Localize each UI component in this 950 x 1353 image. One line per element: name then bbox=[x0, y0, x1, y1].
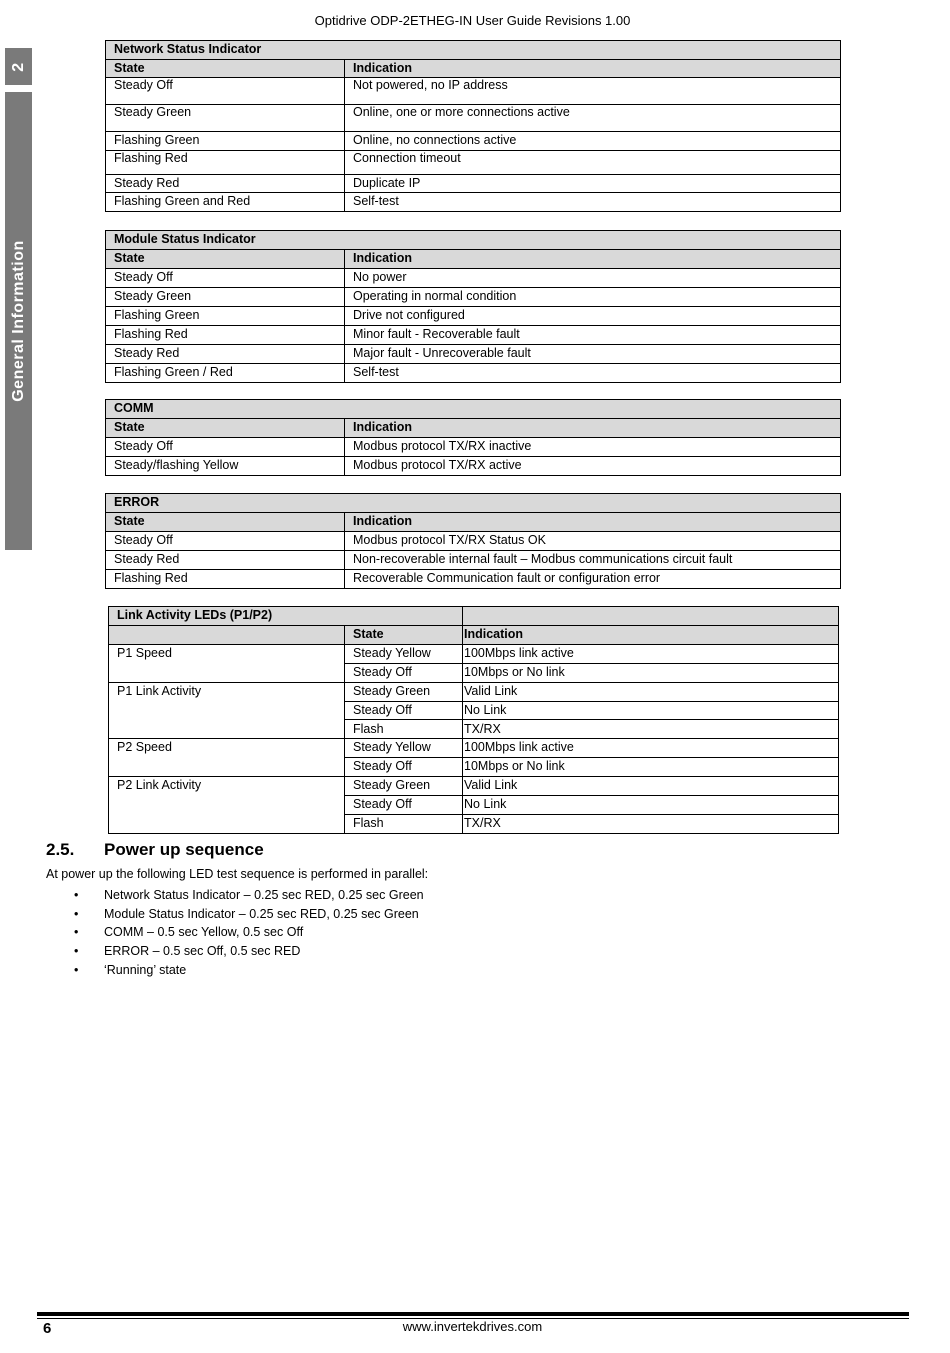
indication-cell: 100Mbps link active bbox=[463, 739, 839, 758]
section-intro: At power up the following LED test sequence is performed in parallel: bbox=[46, 867, 429, 881]
indication-cell: Non-recoverable internal fault – Modbus communications circuit fault bbox=[345, 551, 841, 570]
indication-cell: Modbus protocol TX/RX Status OK bbox=[345, 532, 841, 551]
table-caption: Link Activity LEDs (P1/P2) bbox=[109, 607, 463, 626]
table-row bbox=[106, 457, 841, 476]
state-cell: Steady Red bbox=[106, 345, 345, 364]
indication-cell: 10Mbps or No link bbox=[463, 663, 839, 682]
state-cell: Flashing Red bbox=[106, 326, 345, 345]
table-row bbox=[106, 151, 841, 175]
list-item-text: Module Status Indicator – 0.25 sec RED, 0.25 sec Green bbox=[104, 906, 419, 921]
group-cell: P1 Link Activity bbox=[109, 682, 345, 739]
table-row bbox=[106, 551, 841, 570]
column-header-state: State bbox=[106, 60, 345, 78]
table-row bbox=[109, 682, 839, 701]
state-cell: Steady Green bbox=[345, 682, 463, 701]
bullet-list bbox=[74, 886, 424, 979]
indication-cell: No Link bbox=[463, 796, 839, 815]
chapter-title: General Information bbox=[9, 240, 27, 402]
indication-cell: Minor fault - Recoverable fault bbox=[345, 326, 841, 345]
link-activity-table bbox=[108, 606, 839, 834]
list-item-text: Network Status Indicator – 0.25 sec RED, 0.25 sec Green bbox=[104, 888, 424, 902]
list-item bbox=[74, 942, 424, 961]
indication-cell: TX/RX bbox=[463, 720, 839, 739]
table-caption: ERROR bbox=[106, 494, 841, 513]
indication-cell: 10Mbps or No link bbox=[463, 758, 839, 777]
indication-cell: Operating in normal condition bbox=[345, 288, 841, 307]
state-cell: Steady Green bbox=[345, 777, 463, 796]
document-header-title: Optidrive ODP-2ETHEG-IN User Guide Revisions 1.00 bbox=[314, 13, 631, 28]
column-header-indication: Indication bbox=[345, 60, 841, 78]
column-header-indication: Indication bbox=[345, 419, 841, 438]
state-cell: Steady Red bbox=[106, 175, 345, 193]
module-status-table bbox=[105, 230, 841, 383]
table-row bbox=[106, 570, 841, 589]
indication-cell: Online, one or more connections active bbox=[345, 105, 841, 132]
list-item bbox=[74, 905, 424, 924]
caption-empty-cell bbox=[463, 607, 839, 626]
list-item bbox=[74, 961, 424, 980]
column-header-indication: Indication bbox=[345, 513, 841, 532]
table-caption: COMM bbox=[106, 400, 841, 419]
bullet-icon: • bbox=[74, 944, 79, 959]
state-cell: Flashing Green bbox=[106, 132, 345, 151]
state-cell: Steady/flashing Yellow bbox=[106, 457, 345, 476]
section-number: 2.5. bbox=[46, 840, 75, 859]
indication-cell: Not powered, no IP address bbox=[345, 78, 841, 105]
table-row bbox=[106, 132, 841, 151]
state-cell: Steady Green bbox=[106, 288, 345, 307]
table-row bbox=[106, 78, 841, 105]
state-cell: Flash bbox=[345, 720, 463, 739]
state-cell: Steady Red bbox=[106, 551, 345, 570]
state-cell: Steady Yellow bbox=[345, 644, 463, 663]
table-row bbox=[106, 175, 841, 193]
table-row bbox=[106, 364, 841, 383]
state-cell: Flash bbox=[345, 814, 463, 833]
indication-cell: Valid Link bbox=[463, 777, 839, 796]
state-cell: Steady Off bbox=[106, 532, 345, 551]
indication-cell: TX/RX bbox=[463, 814, 839, 833]
indication-cell: No Link bbox=[463, 701, 839, 720]
indication-cell: Online, no connections active bbox=[345, 132, 841, 151]
state-cell: Steady Off bbox=[106, 269, 345, 288]
indication-cell: Drive not configured bbox=[345, 307, 841, 326]
state-cell: Steady Off bbox=[345, 701, 463, 720]
column-header-state: State bbox=[106, 250, 345, 269]
bullet-icon: • bbox=[74, 962, 79, 977]
table-row bbox=[106, 269, 841, 288]
state-cell: Steady Off bbox=[106, 78, 345, 105]
state-cell: Flashing Green bbox=[106, 307, 345, 326]
table-row bbox=[109, 777, 839, 796]
indication-cell: Duplicate IP bbox=[345, 175, 841, 193]
group-cell: P1 Speed bbox=[109, 644, 345, 682]
table-row bbox=[106, 326, 841, 345]
indication-cell: Self-test bbox=[345, 364, 841, 383]
error-status-table bbox=[105, 493, 841, 589]
column-header-state: State bbox=[106, 513, 345, 532]
bullet-icon: • bbox=[74, 906, 79, 921]
state-cell: Steady Off bbox=[345, 796, 463, 815]
state-cell: Flashing Green and Red bbox=[106, 193, 345, 212]
bullet-icon: • bbox=[74, 925, 79, 940]
list-item bbox=[74, 886, 424, 905]
table-row bbox=[109, 739, 839, 758]
chapter-number-tab bbox=[5, 48, 32, 85]
indication-cell: Self-test bbox=[345, 193, 841, 212]
state-cell: Steady Off bbox=[106, 438, 345, 457]
section-title: Power up sequence bbox=[104, 840, 264, 859]
list-item-text: ERROR – 0.5 sec Off, 0.5 sec RED bbox=[104, 944, 301, 959]
footer-url: www.invertekdrives.com bbox=[402, 1319, 543, 1334]
column-header-state: State bbox=[345, 626, 463, 645]
table-row bbox=[106, 105, 841, 132]
section-heading bbox=[46, 840, 264, 860]
chapter-title-tab bbox=[5, 92, 32, 550]
state-cell: Steady Green bbox=[106, 105, 345, 132]
state-cell: Steady Off bbox=[345, 663, 463, 682]
group-cell: P2 Link Activity bbox=[109, 777, 345, 834]
indication-cell: 100Mbps link active bbox=[463, 644, 839, 663]
table-row bbox=[106, 288, 841, 307]
table-row bbox=[106, 345, 841, 364]
state-cell: Flashing Green / Red bbox=[106, 364, 345, 383]
table-caption: Module Status Indicator bbox=[106, 231, 841, 250]
table-row bbox=[106, 532, 841, 551]
list-item-text: ‘Running’ state bbox=[104, 962, 187, 977]
state-cell: Flashing Red bbox=[106, 570, 345, 589]
indication-cell: Connection timeout bbox=[345, 151, 841, 175]
state-cell: Steady Yellow bbox=[345, 739, 463, 758]
column-header-state: State bbox=[106, 419, 345, 438]
table-row bbox=[109, 644, 839, 663]
state-cell: Flashing Red bbox=[106, 151, 345, 175]
column-header-port bbox=[109, 626, 345, 645]
table-row bbox=[106, 193, 841, 212]
bullet-icon: • bbox=[74, 888, 79, 902]
group-cell: P2 Speed bbox=[109, 739, 345, 777]
indication-cell: No power bbox=[345, 269, 841, 288]
list-item bbox=[74, 923, 424, 942]
indication-cell: Valid Link bbox=[463, 682, 839, 701]
table-row bbox=[106, 307, 841, 326]
comm-status-table bbox=[105, 399, 841, 476]
indication-cell: Modbus protocol TX/RX inactive bbox=[345, 438, 841, 457]
table-caption: Network Status Indicator bbox=[106, 41, 841, 60]
indication-cell: Recoverable Communication fault or configuration error bbox=[345, 570, 841, 589]
indication-cell: Modbus protocol TX/RX active bbox=[345, 457, 841, 476]
chapter-number: 2 bbox=[9, 61, 27, 72]
column-header-indication: Indication bbox=[463, 626, 839, 645]
page-number: 6 bbox=[43, 1320, 52, 1337]
indication-cell: Major fault - Unrecoverable fault bbox=[345, 345, 841, 364]
network-status-table bbox=[105, 40, 841, 212]
footer-rule-thick bbox=[37, 1312, 909, 1316]
column-header-indication: Indication bbox=[345, 250, 841, 269]
list-item-text: COMM – 0.5 sec Yellow, 0.5 sec Off bbox=[104, 925, 304, 940]
table-row bbox=[106, 438, 841, 457]
state-cell: Steady Off bbox=[345, 758, 463, 777]
